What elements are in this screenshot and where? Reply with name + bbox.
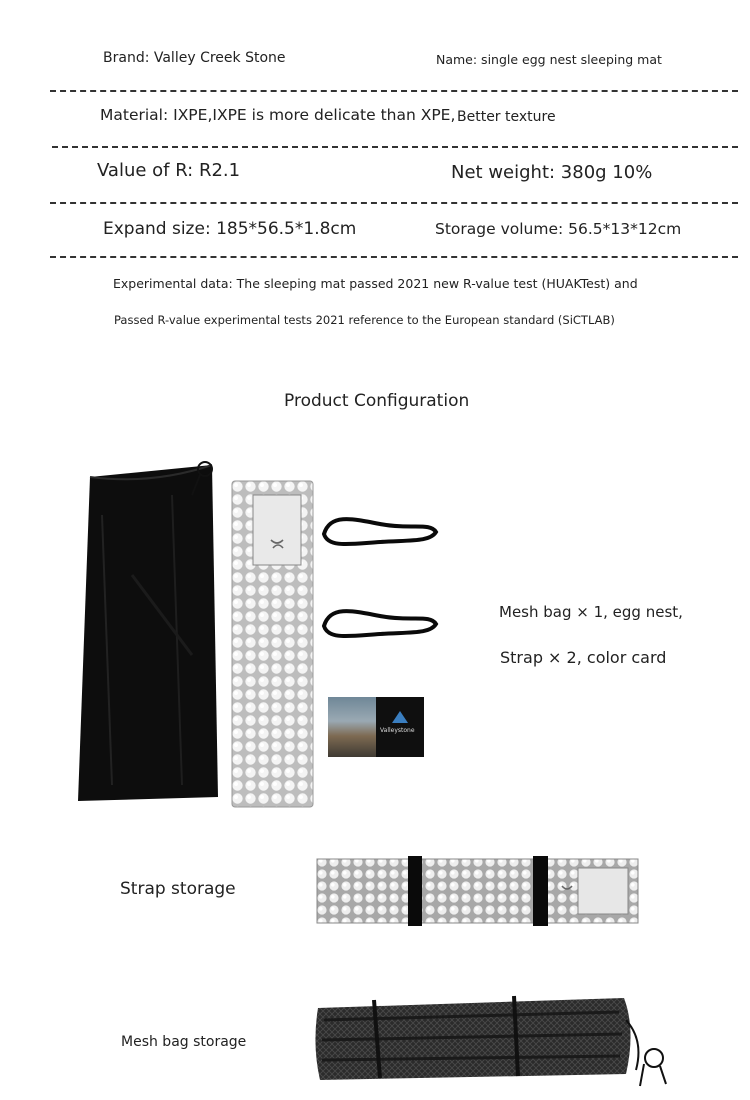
divider (52, 146, 738, 148)
divider (50, 202, 738, 204)
r-value-text: Value of R: R2.1 (97, 160, 241, 181)
color-card-image (328, 697, 424, 757)
card-logo-text: Valleystone (380, 727, 415, 734)
strap-image (320, 604, 440, 644)
storage-volume-text: Storage volume: 56.5*13*12cm (435, 220, 682, 238)
divider (50, 256, 738, 258)
card-photo (328, 697, 376, 757)
experimental-line-1: Experimental data: The sleeping mat passed 2021 new R-value test (HUAKTest) and (113, 276, 638, 291)
material-text: Material: IXPE,IXPE is more delicate than XPE, (100, 106, 456, 124)
card-logo-icon (392, 711, 408, 723)
strap-storage-label: Strap storage (120, 879, 236, 899)
divider (50, 90, 738, 92)
config-line-1: Mesh bag × 1, egg nest, (499, 603, 683, 621)
config-line-2: Strap × 2, color card (500, 648, 667, 667)
brand-text: Brand: Valley Creek Stone (103, 50, 286, 66)
section-title: Product Configuration (284, 391, 470, 411)
net-weight-text: Net weight: 380g 10% (451, 162, 653, 183)
material-note: Better texture (457, 109, 556, 125)
strap-storage-image (316, 856, 640, 926)
name-text: Name: single egg nest sleeping mat (436, 52, 662, 67)
strap-image (320, 512, 440, 552)
egg-nest-mat-image (231, 480, 314, 808)
mesh-bag-storage-label: Mesh bag storage (121, 1034, 247, 1050)
experimental-line-2: Passed R-value experimental tests 2021 reference to the European standard (SiCTLAB) (114, 313, 615, 327)
mesh-bag-image (72, 455, 227, 805)
mesh-bag-storage-image (314, 990, 674, 1092)
expand-size-text: Expand size: 185*56.5*1.8cm (103, 219, 357, 239)
